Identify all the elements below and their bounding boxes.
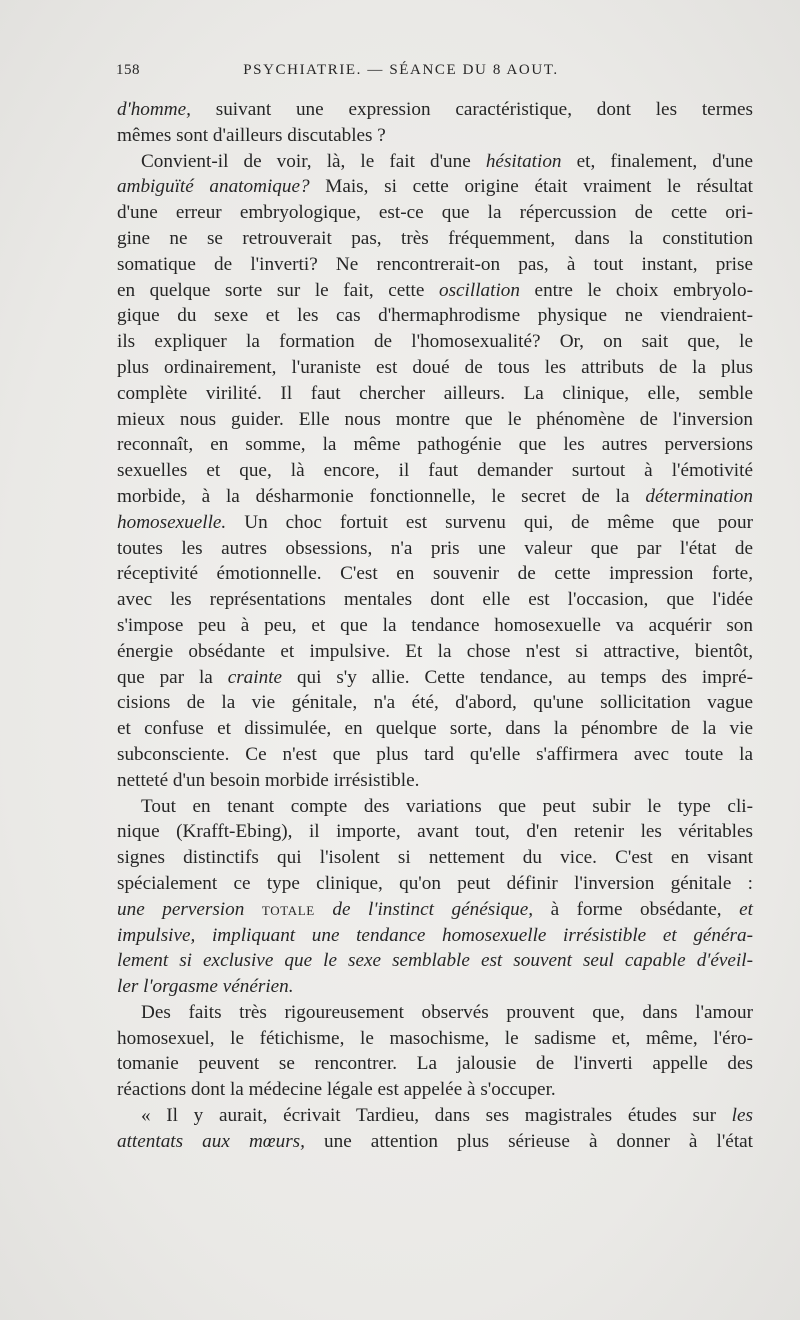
- text-line: [117, 742, 753, 768]
- text-line: [117, 948, 753, 974]
- text-segment: homosexuel, le fétichisme, le masochisme, le sadisme et, même, l'éro-: [117, 1027, 753, 1049]
- text-segment: Des faits très rigoureusement observés prouvent que, dans l'amour: [141, 1001, 753, 1023]
- text-line: [117, 561, 753, 587]
- text-segment: une perversion: [117, 898, 262, 920]
- text-segment: en quelque sorte sur le fait, cette: [117, 279, 439, 301]
- body-text: [117, 97, 753, 1155]
- text-line: [117, 690, 753, 716]
- text-segment: complète virilité. Il faut chercher ailleurs. La clinique, elle, semble: [117, 382, 753, 404]
- text-segment: et, finalement, d'une: [561, 150, 753, 172]
- text-line: [117, 1129, 753, 1155]
- running-title: PSYCHIATRIE. — SÉANCE DU 8 AOUT.: [243, 62, 559, 78]
- text-segment: d'homme,: [117, 99, 191, 120]
- text-segment: que par la: [117, 666, 228, 688]
- text-segment: gique du sexe et les cas d'hermaphrodisme physique ne viendraient-: [117, 305, 753, 327]
- text-segment: plus ordinairement, l'uraniste est doué de tous les attributs de la plus: [117, 356, 753, 378]
- text-segment: netteté d'un besoin morbide irrésistible.: [117, 769, 420, 791]
- text-line: [117, 458, 753, 484]
- text-segment: « Il y aurait, écrivait Tardieu, dans ses magistrales études sur: [141, 1105, 732, 1127]
- text-segment: ambiguïté anatomique?: [117, 176, 310, 198]
- text-line: [117, 329, 753, 355]
- text-segment: cisions de la vie génitale, n'a été, d'abord, qu'une sollicitation vague: [117, 692, 753, 714]
- text-segment: Convient-il de voir, là, le fait d'une: [141, 150, 486, 172]
- text-segment: mêmes sont d'ailleurs discutables ?: [117, 124, 386, 146]
- text-segment: suivant une expression caractéristique, dont les termes: [190, 99, 753, 120]
- text-line: [117, 794, 753, 820]
- text-segment: une attention plus sérieuse à donner à l'état: [304, 1130, 753, 1152]
- text-line: [117, 974, 753, 1000]
- text-segment: Un choc fortuit est survenu qui, de même que pour: [226, 511, 753, 533]
- text-line: [117, 200, 753, 226]
- text-segment: de l'instinct génésique,: [314, 898, 534, 920]
- text-segment: mieux nous guider. Elle nous montre que le phénomène de l'inversion: [117, 408, 753, 430]
- text-line: [117, 1077, 753, 1103]
- text-line: [117, 226, 753, 252]
- text-line: [117, 252, 753, 278]
- text-segment: subconsciente. Ce n'est que plus tard qu'elle s'affirmera avec toute la: [117, 743, 753, 765]
- text-segment: sexuelles et que, là encore, il faut demander surtout à l'émotivité: [117, 460, 753, 482]
- text-line: [117, 587, 753, 613]
- text-line: [117, 536, 753, 562]
- text-line: [117, 819, 753, 845]
- text-line: [117, 665, 753, 691]
- text-line: [117, 716, 753, 742]
- text-segment: attentats aux mœurs,: [117, 1130, 305, 1152]
- text-segment: d'une erreur embryologique, est-ce que la répercussion de cette ori-: [117, 202, 753, 224]
- text-line: [117, 278, 753, 304]
- text-segment: Mais, si cette origine était vraiment le résultat: [309, 176, 754, 198]
- text-line: [117, 407, 753, 433]
- text-line: [117, 923, 753, 949]
- text-line: [117, 1103, 753, 1129]
- text-line: [117, 1000, 753, 1026]
- text-line: [117, 639, 753, 665]
- text-segment: qui s'y allie. Cette tendance, au temps des impré-: [282, 666, 753, 688]
- text-line: [117, 613, 753, 639]
- text-segment: énergie obsédante et impulsive. Et la chose n'est si attractive, bientôt,: [117, 640, 753, 662]
- text-segment: les: [731, 1105, 753, 1127]
- text-line: [117, 97, 753, 123]
- text-segment: totale: [261, 898, 315, 920]
- text-segment: homosexuelle.: [117, 511, 227, 533]
- text-segment: à forme obsédante,: [533, 898, 740, 920]
- text-segment: avec les représentations mentales dont elle est l'occasion, que l'idée: [117, 589, 753, 611]
- text-segment: toutes les autres obsessions, n'a pris une valeur que par l'état de: [117, 537, 753, 559]
- text-line: [117, 149, 753, 175]
- text-segment: tomanie peuvent se rencontrer. La jalousie de l'inverti appelle des: [117, 1053, 753, 1075]
- text-line: [117, 303, 753, 329]
- text-segment: reconnaît, en somme, la même pathogénie que les autres perversions: [117, 434, 753, 456]
- text-line: [117, 123, 753, 149]
- text-segment: ils expliquer la formation de l'homosexualité? Or, on sait que, le: [117, 331, 753, 353]
- text-line: [117, 432, 753, 458]
- text-segment: nique (Krafft-Ebing), il importe, avant tout, d'en retenir les véritables: [117, 821, 753, 843]
- text-segment: oscillation: [438, 279, 520, 301]
- text-segment: hésitation: [485, 150, 562, 172]
- text-segment: s'impose peu à peu, et que la tendance homosexuelle va acquérir son: [117, 614, 753, 636]
- text-segment: et confuse et dissimulée, en quelque sorte, dans la pénombre de la vie: [117, 718, 753, 740]
- text-line: [117, 897, 753, 923]
- text-segment: crainte: [227, 666, 283, 688]
- text-segment: spécialement ce type clinique, qu'on peut définir l'inversion génitale :: [117, 872, 753, 894]
- page-header: [116, 62, 686, 86]
- text-segment: impulsive, impliquant une tendance homosexuelle irrésistible et généra-: [117, 924, 753, 946]
- text-segment: Tout en tenant compte des variations que peut subir le type cli-: [141, 795, 753, 817]
- text-segment: lement si exclusive que le sexe semblable est souvent seul capable d'éveil-: [117, 950, 753, 972]
- text-line: [117, 355, 753, 381]
- text-line: [117, 768, 753, 794]
- text-segment: réactions dont la médecine légale est appelée à s'occuper.: [117, 1079, 556, 1101]
- page-number: 158: [116, 62, 140, 78]
- text-segment: ler l'orgasme vénérien.: [117, 976, 294, 998]
- text-segment: morbide, à la désharmonie fonctionnelle, le secret de la: [117, 485, 646, 507]
- text-segment: et: [739, 898, 753, 920]
- text-line: [117, 845, 753, 871]
- text-segment: gine ne se retrouverait pas, très fréquemment, dans la constitution: [117, 227, 753, 249]
- text-line: [117, 510, 753, 536]
- text-line: [117, 1051, 753, 1077]
- text-line: [117, 381, 753, 407]
- text-line: [117, 174, 753, 200]
- text-line: [117, 1026, 753, 1052]
- text-line: [117, 871, 753, 897]
- text-segment: signes distinctifs qui l'isolent si nettement du vice. C'est en visant: [117, 847, 753, 869]
- text-segment: détermination: [645, 485, 753, 507]
- text-segment: réceptivité émotionnelle. C'est en souvenir de cette impression forte,: [117, 563, 753, 585]
- text-segment: somatique de l'inverti? Ne rencontrerait-on pas, à tout instant, prise: [117, 253, 753, 275]
- text-line: [117, 484, 753, 510]
- text-segment: entre le choix embryolo-: [519, 279, 753, 301]
